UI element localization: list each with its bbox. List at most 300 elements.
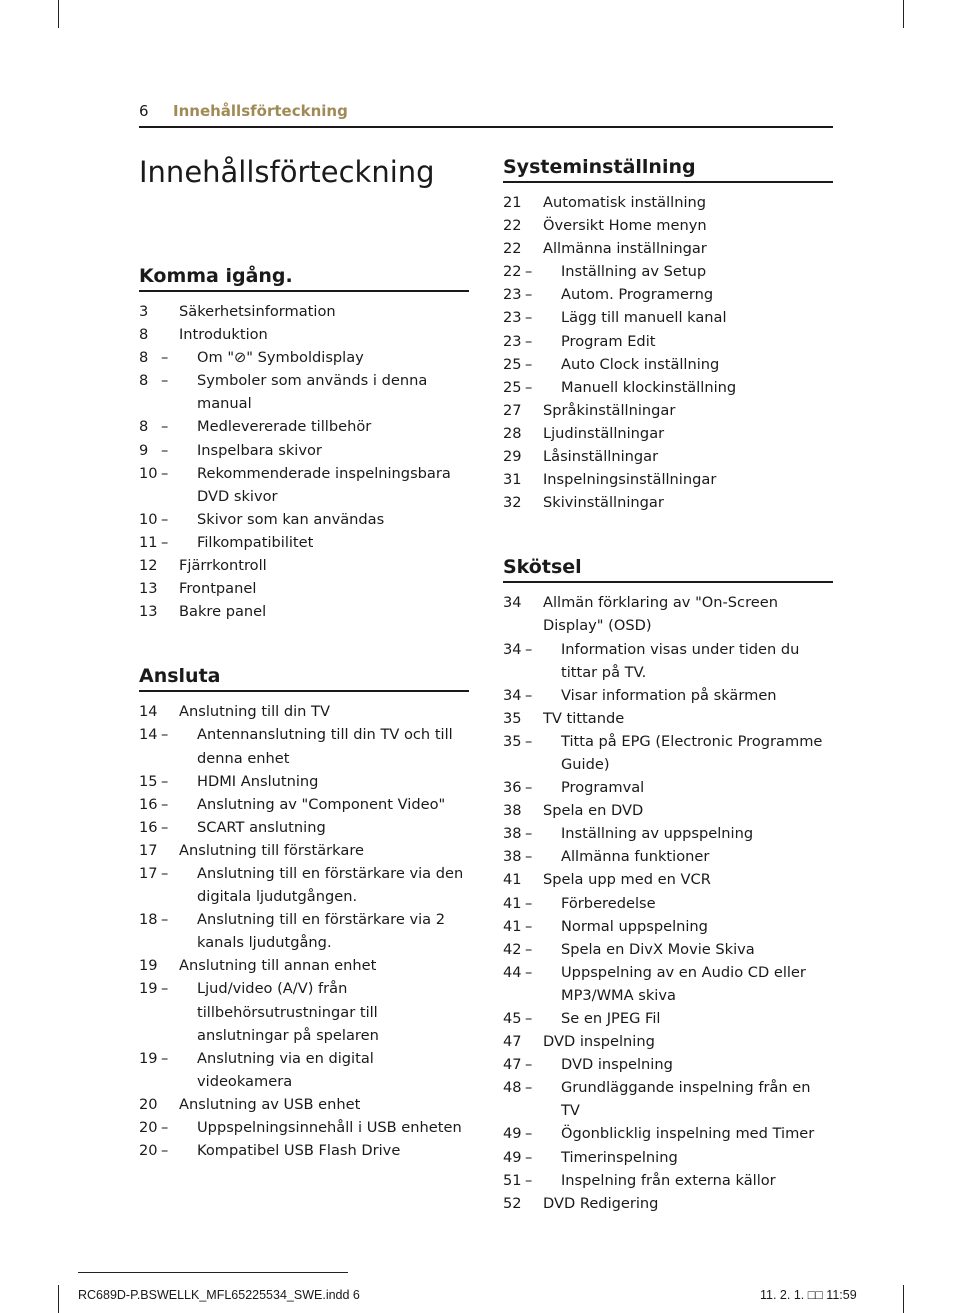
toc-page-number: 27: [503, 401, 522, 419]
toc-entry-label: Översikt Home menyn: [543, 217, 707, 235]
toc-entry[interactable]: [503, 376, 833, 399]
toc-entry-text: [525, 1169, 833, 1192]
toc-page-number: 28: [503, 424, 522, 442]
toc-entry-text: [543, 1030, 833, 1053]
toc-entry-label: Anslutning till förstärkare: [179, 841, 364, 859]
crop-mark: [903, 1285, 904, 1313]
toc-entry-text: [525, 915, 833, 938]
toc-entry-label: Introduktion: [179, 326, 268, 344]
toc-entry-text: [161, 415, 469, 438]
toc-entry-text: [179, 839, 469, 862]
toc-entry[interactable]: [503, 191, 833, 214]
toc-page-number: 52: [503, 1194, 522, 1212]
toc-page-number: 35: [503, 732, 522, 750]
toc-page-number: 32: [503, 494, 522, 512]
toc-page-number: 9: [139, 441, 149, 459]
toc-entry-text: [161, 793, 469, 816]
toc-entry[interactable]: [503, 491, 833, 514]
toc-entry[interactable]: [503, 283, 833, 306]
toc-entry-text: [161, 1047, 469, 1093]
sub-entry-dash: –: [161, 795, 169, 813]
sub-entry-dash: –: [161, 864, 169, 882]
toc-entry-label: Inspelningsinställningar: [543, 471, 717, 489]
toc-entry-text: [543, 799, 833, 822]
toc-entry-label: Säkerhetsinformation: [179, 303, 336, 320]
toc-entry-label: Ljud/video (A/V) från tillbehörsutrustningar till anslutningar på spelaren: [197, 980, 379, 1044]
toc-entry-text: [525, 684, 833, 707]
sub-entry-dash: –: [525, 894, 533, 912]
toc-entry-text: [543, 191, 833, 214]
sub-entry-dash: –: [525, 732, 533, 750]
toc-entry-text: [161, 439, 469, 462]
toc-entry-text: [525, 260, 833, 283]
toc-page-number: 34: [503, 640, 522, 658]
sub-entry-dash: –: [525, 263, 533, 281]
toc-entry-text: [543, 591, 833, 637]
toc-entry[interactable]: [139, 531, 469, 554]
toc-right-column: [503, 156, 833, 1215]
page-title: Innehållsförteckning: [139, 155, 435, 189]
toc-entry[interactable]: [139, 1116, 469, 1139]
toc-page-number: 25: [503, 378, 522, 396]
sub-entry-dash: –: [525, 940, 533, 958]
toc-entry[interactable]: [503, 915, 833, 938]
toc-entry-label: Titta på EPG (Electronic Programme Guide): [561, 732, 823, 773]
sub-entry-dash: –: [161, 533, 169, 551]
sub-entry-dash: –: [525, 286, 533, 304]
toc-entry-text: [525, 730, 833, 776]
toc-entry-text: [543, 1192, 833, 1215]
toc-page-number: 20: [139, 1095, 158, 1113]
toc-entry-text: [161, 977, 469, 1046]
toc-entry-text: [179, 323, 469, 346]
toc-page-number: 23: [503, 332, 522, 350]
toc-page-number: 29: [503, 448, 522, 466]
toc-page-number: 10: [139, 510, 158, 528]
toc-entry-label: Normal uppspelning: [561, 917, 708, 935]
sub-entry-dash: –: [525, 825, 533, 843]
toc-page-number: 19: [139, 980, 158, 998]
toc-page-number: 36: [503, 779, 522, 797]
toc-entry[interactable]: [503, 353, 833, 376]
toc-entry-label: Symboler som används i denna manual: [197, 372, 428, 413]
toc-page-number: 21: [503, 194, 522, 211]
sub-entry-dash: –: [161, 1142, 169, 1160]
toc-entry[interactable]: [503, 260, 833, 283]
toc-entry[interactable]: [139, 554, 469, 577]
toc-entry[interactable]: [503, 1122, 833, 1145]
toc-entry-text: [161, 531, 469, 554]
toc-entry[interactable]: [139, 816, 469, 839]
toc-entry-text: [543, 468, 833, 491]
toc-entry-label: DVD Redigering: [543, 1194, 659, 1212]
toc-page-number: 22: [503, 240, 522, 258]
toc-entry-text: [543, 868, 833, 891]
toc-entry[interactable]: [503, 799, 833, 822]
sub-entry-dash: –: [525, 917, 533, 935]
toc-entry[interactable]: [139, 1047, 469, 1093]
sub-entry-dash: –: [525, 1010, 533, 1027]
toc-entry[interactable]: [503, 1192, 833, 1215]
toc-page-number: 42: [503, 940, 522, 958]
crop-mark: [58, 0, 59, 28]
sub-entry-dash: –: [525, 1125, 533, 1143]
toc-entry[interactable]: [139, 439, 469, 462]
toc-entry-label: Inspelbara skivor: [197, 441, 322, 459]
toc-entry-label: Manuell klockinställning: [561, 378, 737, 396]
toc-entry-label: Autom. Programerng: [561, 286, 714, 304]
toc-entry-label: Auto Clock inställning: [561, 355, 720, 373]
sub-entry-dash: –: [525, 309, 533, 327]
toc-entry-label: Filkompatibilitet: [197, 533, 314, 551]
toc-entry-text: [525, 845, 833, 868]
sub-entry-dash: –: [161, 980, 169, 998]
toc-entry[interactable]: [503, 1169, 833, 1192]
toc-entry[interactable]: [503, 468, 833, 491]
toc-page-number: 31: [503, 471, 522, 489]
toc-entry-text: [179, 700, 469, 723]
toc-page-number: 48: [503, 1079, 522, 1097]
toc-page-number: 19: [139, 957, 158, 975]
toc-entry-label: Rekommenderade inspelningsbara DVD skivor: [197, 464, 451, 505]
sub-entry-dash: –: [525, 332, 533, 350]
footer-filename: RC689D-P.BSWELLK_MFL65225534_SWE.indd 6: [78, 1288, 360, 1302]
toc-entry[interactable]: [503, 684, 833, 707]
toc-entry-label: Kompatibel USB Flash Drive: [197, 1142, 401, 1160]
toc-entry[interactable]: [139, 700, 469, 723]
toc-entry[interactable]: [139, 977, 469, 1046]
toc-left-column: [139, 265, 469, 1162]
toc-entry-label: Anslutning till en förstärkare via 2 kanals ljudutgång.: [197, 911, 446, 952]
toc-entry-label: Ljudinställningar: [543, 424, 665, 442]
toc-entry[interactable]: [139, 369, 469, 415]
toc-page-number: 25: [503, 355, 522, 373]
toc-entry-text: [525, 892, 833, 915]
sub-entry-dash: –: [161, 510, 169, 528]
toc-entry-label: Visar information på skärmen: [561, 686, 777, 704]
sub-entry-dash: –: [161, 349, 169, 367]
toc-page-number: 47: [503, 1056, 522, 1074]
toc-entry[interactable]: [503, 707, 833, 730]
sub-entry-dash: –: [525, 848, 533, 866]
toc-entry[interactable]: [139, 770, 469, 793]
sub-entry-dash: –: [525, 640, 533, 658]
toc-entry[interactable]: [139, 793, 469, 816]
toc-entry[interactable]: [139, 300, 469, 323]
toc-entry-label: Allmän förklaring av "On-Screen Display" (OSD): [543, 594, 778, 635]
toc-entry-text: [543, 707, 833, 730]
toc-page-number: 49: [503, 1125, 522, 1143]
toc-entry-text: [179, 600, 469, 623]
toc-entry-text: [161, 462, 469, 508]
toc-entry-label: Medlevererade tillbehör: [197, 418, 372, 436]
sub-entry-dash: –: [525, 1148, 533, 1166]
toc-entry[interactable]: [503, 638, 833, 684]
toc-entry[interactable]: [503, 1146, 833, 1169]
toc-entry-text: [543, 491, 833, 514]
section-title: Ansluta: [139, 665, 469, 692]
toc-entry-text: [525, 330, 833, 353]
toc-entry[interactable]: [503, 1076, 833, 1122]
toc-page-number: 41: [503, 871, 522, 889]
sub-entry-dash: –: [161, 372, 169, 390]
toc-page-number: 15: [139, 772, 158, 790]
toc-page-number: 19: [139, 1049, 158, 1067]
toc-entry[interactable]: [503, 938, 833, 961]
sub-entry-dash: –: [161, 464, 169, 482]
toc-entry-label: Fjärrkontroll: [179, 557, 267, 575]
toc-entry-text: [161, 723, 469, 769]
toc-page-number: 20: [139, 1119, 158, 1136]
toc-page-number: 44: [503, 963, 522, 981]
toc-section: [503, 556, 833, 1215]
toc-entry[interactable]: [503, 214, 833, 237]
toc-page-number: 17: [139, 841, 158, 859]
toc-entry-label: Se en JPEG Fil: [561, 1010, 661, 1027]
toc-entry-text: [525, 1053, 833, 1076]
toc-entry[interactable]: [503, 892, 833, 915]
sub-entry-dash: –: [161, 772, 169, 790]
toc-entry-text: [525, 938, 833, 961]
toc-page-number: 11: [139, 533, 158, 551]
crop-mark: [903, 0, 904, 28]
toc-page-number: 35: [503, 709, 522, 727]
toc-entry-label: Uppspelning av en Audio CD eller MP3/WMA skiva: [561, 963, 806, 1004]
toc-entry-label: Uppspelningsinnehåll i USB enheten: [197, 1119, 462, 1136]
toc-entry[interactable]: [139, 577, 469, 600]
sub-entry-dash: –: [525, 355, 533, 373]
toc-entry-label: Anslutning av "Component Video": [197, 795, 446, 813]
toc-entry-text: [161, 508, 469, 531]
sub-entry-dash: –: [161, 418, 169, 436]
toc-entry-label: Anslutning till din TV: [179, 703, 330, 721]
toc-entry[interactable]: [503, 422, 833, 445]
sub-entry-dash: –: [525, 1171, 533, 1189]
toc-page-number: 17: [139, 864, 158, 882]
toc-page-number: 22: [503, 217, 522, 235]
toc-entry[interactable]: [503, 445, 833, 468]
sub-entry-dash: –: [161, 911, 169, 929]
toc-entry[interactable]: [139, 723, 469, 769]
toc-entry-label: Anslutning via en digital videokamera: [197, 1049, 374, 1090]
section-title: Skötsel: [503, 556, 833, 583]
toc-entry-label: Timerinspelning: [561, 1148, 678, 1166]
toc-entry-text: [179, 1093, 469, 1116]
toc-entry-label: Lägg till manuell kanal: [561, 309, 727, 327]
toc-page-number: 49: [503, 1148, 522, 1166]
toc-page-number: 16: [139, 795, 158, 813]
toc-page-number: 20: [139, 1142, 158, 1160]
page-header: [139, 100, 833, 128]
section-title: Systeminställning: [503, 156, 833, 183]
toc-entry[interactable]: [503, 868, 833, 891]
toc-page-number: 34: [503, 594, 522, 612]
toc-page-number: 10: [139, 464, 158, 482]
toc-page-number: 38: [503, 825, 522, 843]
toc-entry[interactable]: [503, 330, 833, 353]
toc-entry-label: Allmänna funktioner: [561, 848, 710, 866]
crop-mark: [58, 1285, 59, 1313]
toc-entry-text: [161, 770, 469, 793]
toc-entry[interactable]: [139, 346, 469, 369]
toc-entry-text: [161, 346, 469, 369]
sub-entry-dash: –: [525, 1079, 533, 1097]
toc-entry-text: [179, 577, 469, 600]
sub-entry-dash: –: [161, 1049, 169, 1067]
sub-entry-dash: –: [525, 686, 533, 704]
toc-page-number: 8: [139, 326, 149, 344]
toc-entry[interactable]: [139, 600, 469, 623]
toc-page-number: 8: [139, 372, 149, 390]
toc-entry-text: [525, 306, 833, 329]
toc-section: [139, 665, 469, 1162]
toc-entry[interactable]: [503, 961, 833, 1007]
toc-entry-text: [543, 445, 833, 468]
toc-entry-label: Ögonblicklig inspelning med Timer: [561, 1125, 815, 1143]
toc-entry-text: [525, 822, 833, 845]
sub-entry-dash: –: [161, 818, 169, 836]
toc-page-number: 34: [503, 686, 522, 704]
toc-entry-text: [525, 1076, 833, 1122]
toc-entry[interactable]: [503, 591, 833, 637]
toc-entry[interactable]: [503, 776, 833, 799]
toc-entry[interactable]: [139, 508, 469, 531]
toc-page-number: 13: [139, 603, 158, 621]
toc-entry-label: Inställning av Setup: [561, 263, 707, 281]
toc-entry-label: Inställning av uppspelning: [561, 825, 754, 843]
toc-entry-label: Antennanslutning till din TV och till denna enhet: [197, 726, 453, 767]
toc-entry-text: [161, 369, 469, 415]
toc-entry[interactable]: [503, 730, 833, 776]
toc-entry-text: [161, 862, 469, 908]
toc-entry-text: [179, 554, 469, 577]
sub-entry-dash: –: [161, 441, 169, 459]
toc-entry-label: Information visas under tiden du tittar på TV.: [561, 640, 800, 681]
toc-entry[interactable]: [503, 306, 833, 329]
toc-entry-label: Anslutning till en förstärkare via den digitala ljudutgången.: [197, 864, 464, 906]
toc-entry[interactable]: [503, 1007, 833, 1030]
toc-entry-label: Språkinställningar: [543, 401, 676, 419]
toc-page-number: 8: [139, 418, 149, 436]
toc-entry-label: DVD inspelning: [561, 1056, 673, 1074]
toc-page-number: 14: [139, 703, 158, 721]
toc-entry[interactable]: [503, 1030, 833, 1053]
toc-page-number: 18: [139, 911, 158, 929]
toc-entry-text: [525, 961, 833, 1007]
toc-entry-label: Spela en DivX Movie Skiva: [561, 940, 755, 958]
toc-page-number: 38: [503, 802, 522, 820]
toc-entry-text: [543, 422, 833, 445]
toc-entry-text: [525, 1007, 833, 1030]
toc-entry-label: Frontpanel: [179, 580, 257, 598]
toc-entry[interactable]: [139, 954, 469, 977]
toc-entry-text: [525, 1122, 833, 1145]
toc-entry-label: Program Edit: [561, 332, 656, 350]
toc-entry-label: Skivinställningar: [543, 494, 664, 512]
toc-page-number: 3: [139, 303, 149, 320]
toc-entry-label: Spela upp med en VCR: [543, 871, 711, 889]
toc-entry-text: [525, 638, 833, 684]
toc-entry-label: DVD inspelning: [543, 1033, 655, 1051]
toc-page-number: 47: [503, 1033, 522, 1051]
toc-entry[interactable]: [139, 415, 469, 438]
toc-entry[interactable]: [503, 822, 833, 845]
toc-entry-text: [525, 283, 833, 306]
toc-entry[interactable]: [503, 1053, 833, 1076]
toc-entry-text: [161, 1116, 469, 1139]
toc-entry[interactable]: [139, 323, 469, 346]
toc-entry[interactable]: [139, 1139, 469, 1162]
toc-page-number: 41: [503, 894, 522, 912]
toc-page-number: 13: [139, 580, 158, 598]
toc-entry-text: [179, 954, 469, 977]
footer-date: 11. 2. 1. □□ 11:59: [760, 1288, 857, 1302]
toc-entry-label: HDMI Anslutning: [197, 772, 319, 790]
toc-page-number: 8: [139, 349, 149, 367]
toc-entry[interactable]: [503, 399, 833, 422]
toc-entry[interactable]: [139, 908, 469, 954]
toc-section: [503, 156, 833, 514]
toc-entry-text: [525, 353, 833, 376]
toc-entry-label: SCART anslutning: [197, 818, 326, 836]
toc-page-number: 12: [139, 557, 158, 575]
toc-entry-text: [161, 1139, 469, 1162]
sub-entry-dash: –: [161, 1119, 169, 1136]
toc-entry-label: Bakre panel: [179, 603, 267, 621]
sub-entry-dash: –: [525, 1056, 533, 1074]
toc-entry-label: Spela en DVD: [543, 802, 644, 820]
toc-entry-label: Om "⊘" Symboldisplay: [197, 349, 364, 367]
toc-section: [139, 265, 469, 623]
toc-page-number: 23: [503, 309, 522, 327]
toc-entry-label: Inspelning från externa källor: [561, 1171, 776, 1189]
toc-entry[interactable]: [139, 1093, 469, 1116]
sub-entry-dash: –: [161, 726, 169, 744]
footer-rule: [78, 1272, 348, 1273]
toc-entry[interactable]: [503, 237, 833, 260]
toc-entry-text: [179, 300, 469, 323]
toc-entry-label: TV tittande: [543, 709, 625, 727]
toc-entry[interactable]: [503, 845, 833, 868]
toc-entry-text: [525, 1146, 833, 1169]
toc-entry-text: [543, 399, 833, 422]
toc-entry[interactable]: [139, 839, 469, 862]
toc-entry-text: [525, 776, 833, 799]
toc-page-number: 38: [503, 848, 522, 866]
toc-entry-text: [543, 237, 833, 260]
toc-page-number: 41: [503, 917, 522, 935]
toc-page-number: 45: [503, 1010, 522, 1027]
toc-page-number: 23: [503, 286, 522, 304]
toc-entry-label: Programval: [561, 779, 645, 797]
toc-entry[interactable]: [139, 462, 469, 508]
toc-entry-text: [161, 816, 469, 839]
sub-entry-dash: –: [525, 963, 533, 981]
toc-entry-label: Anslutning till annan enhet: [179, 957, 377, 975]
page-number: 6: [139, 102, 149, 120]
toc-page-number: 16: [139, 818, 158, 836]
section-title: Komma igång.: [139, 265, 469, 292]
toc-entry-label: Förberedelse: [561, 894, 656, 912]
toc-entry-label: Låsinställningar: [543, 448, 659, 466]
toc-entry-text: [161, 908, 469, 954]
toc-entry-text: [525, 376, 833, 399]
sub-entry-dash: –: [525, 779, 533, 797]
toc-entry-label: Anslutning av USB enhet: [179, 1095, 361, 1113]
toc-entry-label: Allmänna inställningar: [543, 240, 707, 258]
toc-entry[interactable]: [139, 862, 469, 908]
toc-entry-label: Grundläggande inspelning från en TV: [561, 1079, 811, 1120]
